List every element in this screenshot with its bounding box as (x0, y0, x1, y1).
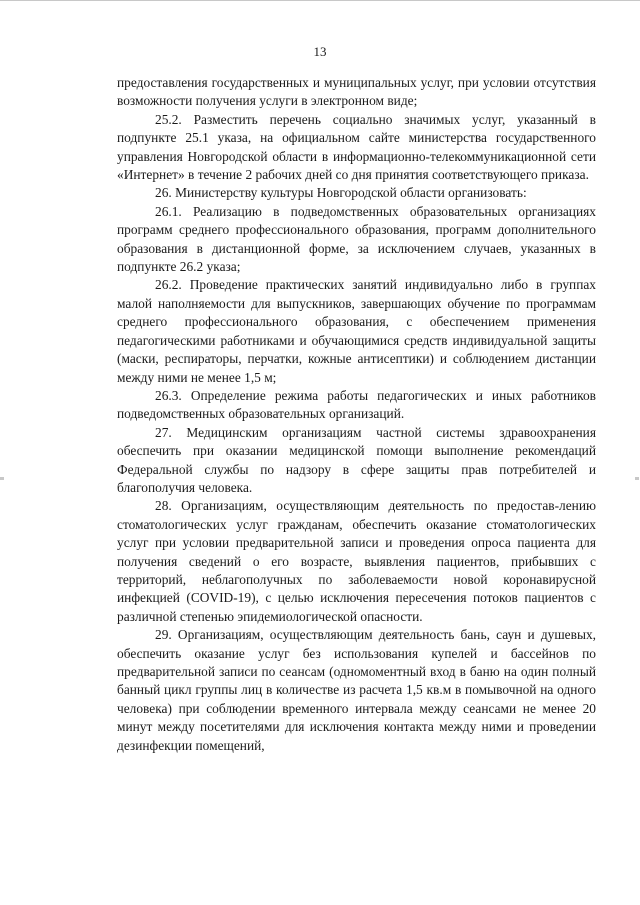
paragraph-continuation: предоставления государственных и муниципальных услуг, при условии отсутствия возможности получения услуги в электронном виде; (117, 75, 596, 109)
paragraph-25-2: 25.2. Разместить перечень социально значимых услуг, указанный в подпункте 25.1 указа, на официальном сайте министерства государственного управления Новгородской области в информационно-телекоммуникационной сети «Интернет» в течение 2 рабочих дней со дня принятия соответствующего приказа. (117, 111, 596, 183)
scan-edge-mark (0, 477, 4, 480)
scan-edge-mark (635, 477, 639, 480)
scan-edge-mark (0, 0, 640, 1)
page-number: 13 (313, 44, 327, 59)
paragraph-27: 27. Медицинским организациям частной системы здравоохранения обеспечить при оказании медицинской помощи выполнение рекомендаций Федеральной службы по надзору в сфере защиты прав потребителей и благополучия человека. (117, 424, 596, 495)
paragraph-26-3: 26.3. Определение режима работы педагогических и иных работников подведомственных образовательных организаций. (117, 387, 596, 422)
paragraph-26-1: 26.1. Реализацию в подведомственных образовательных организациях программ среднего профессионального образования, программ дополнительного образования в дистанционной форме, за исключением случаев, указанных в подпункте 26.2 указа; (117, 203, 596, 275)
document-body (117, 74, 596, 755)
paragraph-29: 29. Организациям, осуществляющим деятельность бань, саун и душевых, обеспечить оказание услуг без использования купелей и бассейнов по предварительной записи по сеансам (одномоментный вход в баню на один полный банный цикл группы лиц в количестве из расчета 1,5 кв.м в помывочной на одного человека) при соблюдении временного интервала между сеансами не менее 20 минут между посетителями для исключения контакта между ними и проведении дезинфекции помещений, (117, 627, 596, 753)
paragraph-26: 26. Министерству культуры Новгородской области организовать: (155, 185, 527, 201)
paragraph-26-2: 26.2. Проведение практических занятий индивидуально либо в группах малой наполняемости для выпускников, завершающих обучение по программам среднего профессионального образования, с обеспечением применения педагогическими работниками и обучающимися средств индивидуальной защиты (маски, респираторы, перчатки, кожные антисептики) и соблюдением дистанции между ними не менее 1,5 м; (117, 277, 596, 385)
paragraph-28: 28. Организациям, осуществляющим деятельность по предостав-лению стоматологических услуг гражданам, обеспечить оказание стоматологических услуг при условии предварительной записи и проведения опроса пациента для получения сведений о его возрасте, выявления пациентов, прибывших с территорий, неблагополучных по заболеваемости новой коронавирусной инфекцией (COVID-19), с целью исключения пересечения потоков пациентов с различной степенью эпидемиологической опасности. (117, 498, 596, 624)
